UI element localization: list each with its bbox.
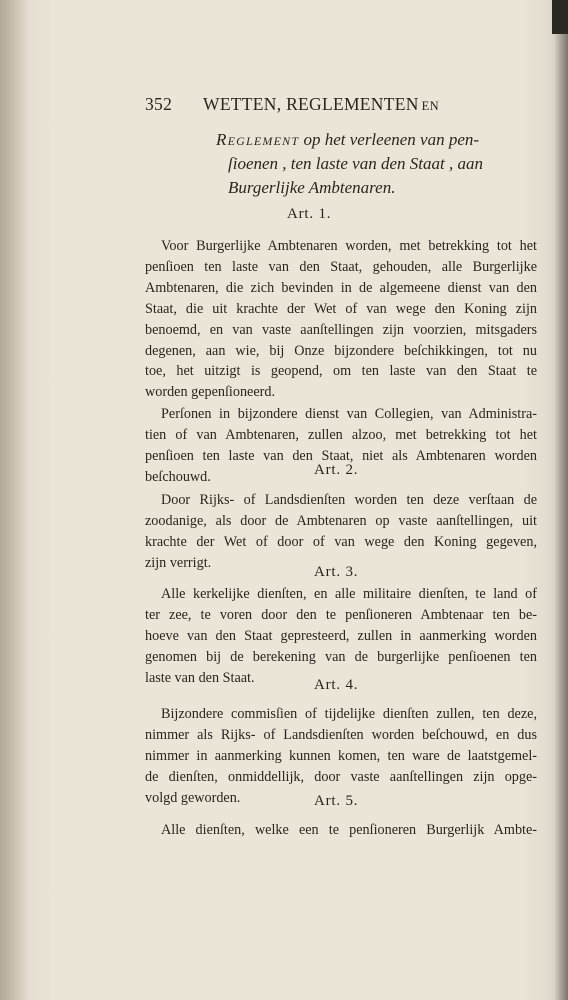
paragraph-line: degenen, aan wie, bij Onze bijzondere beſchikkingen, tot nu bbox=[145, 342, 537, 359]
title-reglement: Reglement bbox=[216, 130, 300, 149]
paragraph-1 bbox=[145, 236, 537, 403]
paragraph-line: zijn verrigt. bbox=[145, 554, 212, 571]
paragraph-line: Alle dienſten, welke een te penſioneren Burgerlijk Ambte- bbox=[161, 822, 537, 838]
title-line-1-rest: op het verleenen van pen- bbox=[299, 130, 480, 149]
paragraph-4 bbox=[145, 584, 537, 689]
paragraph-line: laste van den Staat. bbox=[145, 669, 255, 686]
paragraph-line: Door Rijks- of Landsdienſten worden ten deze verſtaan de bbox=[161, 492, 537, 508]
page-edge-shadow bbox=[554, 0, 568, 1000]
paragraph-line: nimmer in aanmerking kunnen komen, ten ware de laatstgemel- bbox=[145, 747, 537, 764]
paragraph-line: Voor Burgerlijke Ambtenaren worden, met betrekking tot het bbox=[161, 238, 537, 254]
paragraph-line: hoeve van den Staat gepresteerd, zullen in aanmerking worden bbox=[145, 627, 537, 644]
title-line-2: ſioenen , ten laste van den Staat , aan bbox=[228, 154, 483, 173]
paragraph-line: de dienſten, onmiddellijk, door vaste aanſtellingen zijn opge- bbox=[145, 768, 537, 785]
scan-corner bbox=[552, 0, 568, 34]
page-number: 352 bbox=[145, 94, 173, 114]
gutter-shadow bbox=[0, 0, 30, 1000]
paragraph-6 bbox=[145, 820, 537, 841]
paragraph-line: volgd geworden. bbox=[145, 789, 241, 806]
paragraph-line: worden gepenſioneerd. bbox=[145, 384, 276, 401]
paragraph-line: krachte der Wet of door of van wege den Koning gegeven, bbox=[145, 533, 537, 550]
article-heading-1: Art. 1. bbox=[287, 206, 332, 222]
article-heading-5: Art. 5. bbox=[314, 793, 359, 809]
running-title-main: WETTEN, REGLEMENTEN bbox=[203, 94, 419, 114]
paragraph-line: Perſonen in bijzondere dienst van Collegien, van Administra- bbox=[161, 406, 537, 422]
paragraph-line: nimmer als Rijks- of Landsdienſten worden beſchouwd, en dus bbox=[145, 726, 537, 743]
title-line-1 bbox=[216, 128, 538, 152]
paragraph-line: ter zee, te voren door den te penſioneren Ambtenaar ten be- bbox=[145, 606, 537, 623]
paragraph-line: Staat, die uit krachte der Wet of van wege den Koning zijn bbox=[145, 300, 537, 317]
paragraph-line: Bijzondere commisſien of tijdelijke dienſten zullen, ten deze, bbox=[161, 706, 537, 722]
article-heading-4: Art. 4. bbox=[314, 677, 359, 693]
running-header bbox=[145, 94, 537, 118]
paragraph-line: penſioen ten laste van den Staat, gehouden, alle Burgerlijke bbox=[145, 258, 537, 275]
paragraph-line: benoemd, en van vaste aanſtellingen zijn voorzien, mitsgaders bbox=[145, 321, 537, 338]
paragraph-line: tien of van Ambtenaren, zullen alzoo, met betrekking tot het bbox=[145, 426, 537, 443]
running-title bbox=[203, 94, 439, 115]
paragraph-line: beſchouwd. bbox=[145, 468, 211, 485]
paragraph-line: zoodanige, als door de Ambtenaren op vaste aanſtellingen, uit bbox=[145, 512, 537, 529]
article-heading-2: Art. 2. bbox=[314, 462, 359, 478]
title-line-3: Burgerlijke Ambtenaren. bbox=[228, 178, 396, 197]
paragraph-line: penſioen ten laste van den Staat, niet als Ambtenaren worden bbox=[145, 447, 537, 464]
running-title-suffix: EN bbox=[421, 99, 439, 113]
paragraph-3 bbox=[145, 490, 537, 574]
paragraph-line: toe, het uitzigt is geopend, om ten laste van den Staat te bbox=[145, 363, 537, 380]
paragraph-line: Alle kerkelijke dienſten, en alle militaire dienſten, te land of bbox=[161, 586, 537, 602]
section-title bbox=[216, 128, 538, 200]
article-heading-3: Art. 3. bbox=[314, 564, 359, 580]
paragraph-line: Ambtenaren, die zich bevinden in de algemeene dienst van den bbox=[145, 279, 537, 296]
paragraph-line: genomen bij de berekening van de burgerlijke penſioenen ten bbox=[145, 648, 537, 665]
